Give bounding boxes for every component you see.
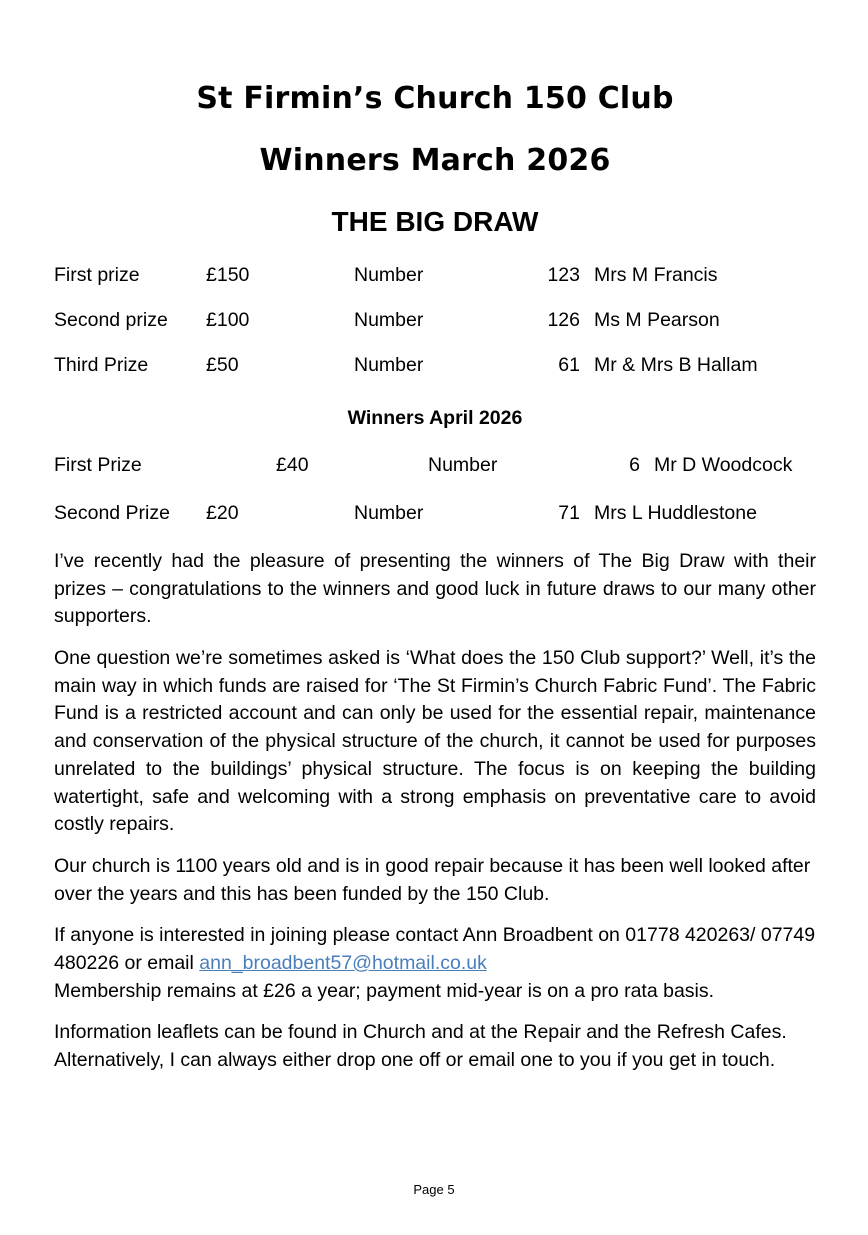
prize-number: 126	[547, 309, 580, 331]
paragraph-fabric-fund: One question we’re sometimes asked is ‘What does the 150 Club support?’ Well, it’s the main way in which funds are raised for ‘The St Firmin’s Church Fabric Fund’. The Fabric Fund is a restricted account and can only be used for the essential repair, maintenance and conservation of the physical structure of the church, it cannot be used for purposes unrelated to the buildings’ physical structure. The focus is on keeping the building watertight, safe and welcoming with a strong emphasis on preventative care to avoid costly repairs.	[54, 647, 816, 836]
prize-number: 123	[547, 264, 580, 286]
prize-place: First Prize	[54, 454, 142, 477]
table-row	[54, 264, 816, 309]
prize-winner-name: Mrs M Francis	[594, 264, 718, 286]
prize-number-label: Number	[428, 454, 498, 477]
prize-place: Second Prize	[54, 501, 170, 524]
prize-winner-name: Mr D Woodcock	[654, 454, 793, 477]
prize-winner-name: Ms M Pearson	[594, 309, 720, 331]
list-item	[54, 452, 816, 478]
paragraph-membership-contact	[54, 922, 816, 1005]
page-title-line-1: St Firmin’s Church 150 Club	[196, 81, 674, 116]
page-footer: Page 5	[413, 1182, 455, 1197]
prize-number-label: Number	[354, 354, 424, 376]
april-subheading: Winners April 2026	[347, 407, 523, 429]
prize-number-label: Number	[354, 501, 424, 524]
contact-text-before-email: If anyone is interested in joining please contact Ann Broadbent on 01778 420263/ 07749 480226 or email	[54, 924, 816, 974]
table-row	[54, 309, 816, 354]
prize-winner-name: Mrs L Huddlestone	[594, 501, 757, 524]
list-item	[54, 500, 816, 526]
page-title-line-3: THE BIG DRAW	[331, 206, 539, 237]
prize-number-label: Number	[354, 264, 424, 286]
prize-number: 6	[629, 454, 640, 477]
email-link[interactable]: ann_broadbent57@hotmail.co.uk	[199, 951, 487, 974]
prize-place: First prize	[54, 264, 140, 286]
prize-place: Third Prize	[54, 354, 149, 376]
paragraph-information-leaflets: Information leaflets can be found in Church and at the Repair and the Refresh Cafes. Alternatively, I can always either drop one off or email one to you if you get in touch.	[54, 1021, 787, 1072]
prize-amount: £20	[206, 501, 239, 524]
prize-number: 61	[558, 354, 580, 376]
prize-amount: £40	[276, 454, 309, 477]
paragraph-big-draw-presentation: I’ve recently had the pleasure of presenting the winners of The Big Draw with their prizes – congratulations to the winners and good luck in future draws to our many other supporters.	[54, 550, 816, 628]
prize-winner-name: Mr & Mrs B Hallam	[594, 354, 758, 376]
prize-amount: £100	[206, 309, 250, 331]
march-winners-table	[54, 264, 816, 399]
page-title-line-2: Winners March 2026	[259, 143, 611, 178]
april-winners-list	[54, 452, 816, 526]
prize-amount: £50	[206, 354, 239, 376]
prize-place: Second prize	[54, 309, 168, 331]
table-row	[54, 354, 816, 399]
prize-number: 71	[558, 501, 580, 524]
contact-text-after-email: Membership remains at £26 a year; payment mid-year is on a pro rata basis.	[54, 979, 715, 1002]
prize-number-label: Number	[354, 309, 424, 331]
paragraph-church-age: Our church is 1100 years old and is in good repair because it has been well looked after over the years and this has been funded by the 150 Club.	[54, 854, 811, 905]
prize-amount: £150	[206, 264, 250, 286]
